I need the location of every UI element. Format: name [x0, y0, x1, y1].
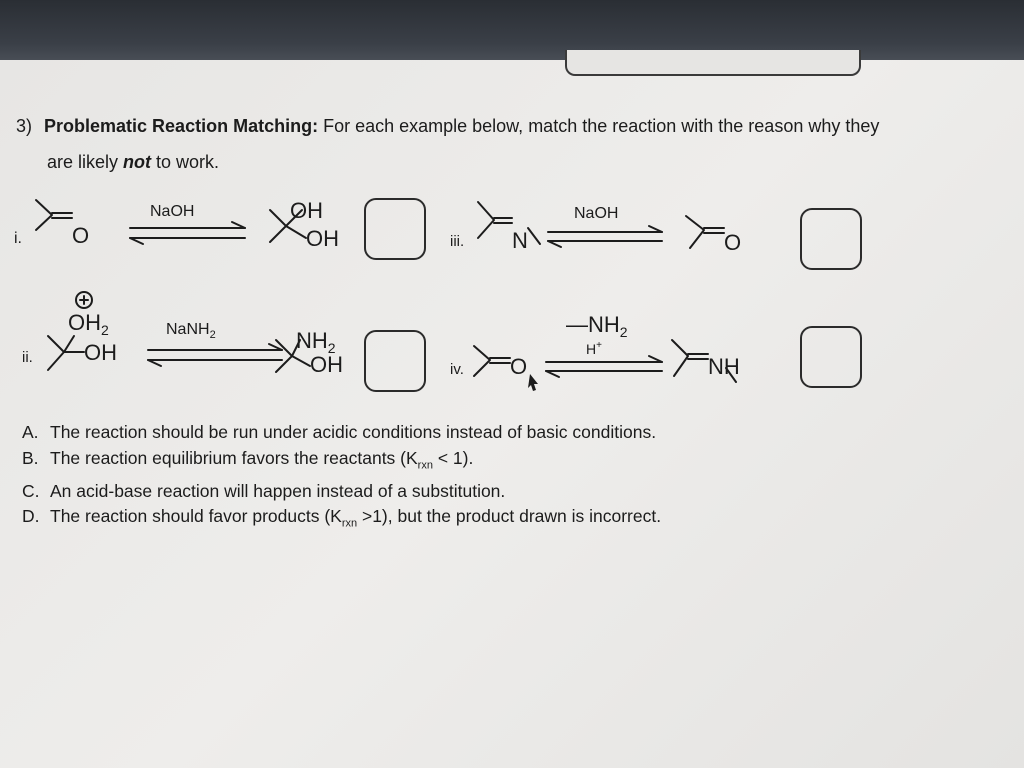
screen-top-bezel: [0, 0, 1024, 62]
question-emphasis-not: not: [123, 152, 152, 172]
option-a-letter: A.: [22, 422, 39, 442]
reaction-ii-reactant-atom-1: [68, 310, 109, 338]
reaction-ii-product-atom-2: OH: [310, 352, 343, 377]
reaction-i-equilibrium-arrow: [130, 222, 245, 244]
reaction-iii-product-atom: O: [724, 230, 742, 255]
question-text-line1: For each example below, match the reaction with the reason why they: [323, 116, 880, 136]
reaction-ii-product-atom-1-text: NH: [296, 328, 328, 353]
reaction-ii-label: ii.: [22, 349, 33, 366]
option-c-text: An acid-base reaction will happen instead of a substitution.: [50, 480, 506, 501]
reaction-iii-equilibrium-arrow: [548, 226, 662, 247]
option-b: [22, 446, 1002, 479]
reaction-iii-reactant-structure: [478, 202, 540, 244]
reaction-ii-reagent-sub: 2: [209, 329, 216, 341]
option-d: [22, 504, 1002, 537]
reaction-iv-reactant-structure: [474, 346, 510, 376]
question-text-line2-start: are likely: [47, 152, 124, 172]
reaction-ii-reagent-text: NaNH: [166, 321, 210, 338]
answer-box-ii[interactable]: [364, 330, 426, 392]
page-tab-outline: [565, 50, 861, 76]
option-b-letter: B.: [22, 447, 39, 468]
answer-box-i[interactable]: [364, 198, 426, 260]
reaction-i-reactant-atom: O: [72, 223, 90, 248]
reaction-iv-reagent-text: —NH: [566, 312, 620, 337]
option-b-subscript: rxn: [417, 459, 433, 471]
question-prompt: [16, 108, 1024, 180]
reaction-ii-reagent: [166, 321, 216, 341]
option-d-subscript: rxn: [341, 517, 358, 530]
reaction-iv-reagent: [566, 312, 628, 340]
reaction-iii-reagent: NaOH: [574, 205, 619, 222]
option-d-text-start: The reaction should favor products (K: [50, 506, 342, 526]
reaction-iv-catalyst-sup: +: [596, 340, 602, 351]
reaction-scheme: [0, 180, 1024, 420]
answer-box-iv[interactable]: [800, 326, 862, 388]
reaction-iv-catalyst: [586, 340, 602, 357]
option-a: [22, 420, 1002, 446]
question-text-line2-end: to work.: [151, 152, 220, 172]
option-d-text-end: >1), but the product drawn is incorrect.: [357, 506, 662, 526]
option-b-text-start: The reaction equilibrium favors the reactants (K: [50, 447, 418, 468]
reaction-i-reactant-structure: [36, 200, 72, 230]
reaction-iv-product-atom: NH: [708, 354, 740, 379]
reaction-i-product-atom-2: OH: [306, 226, 339, 251]
reaction-ii-reactant-atom-1-text: OH: [68, 310, 101, 335]
reaction-iii-product-structure: [686, 216, 724, 248]
reaction-ii-reactant-atom-1-sub: 2: [101, 322, 109, 338]
option-a-text: The reaction should be run under acidic conditions instead of basic conditions.: [50, 422, 657, 442]
answer-options-list: [22, 420, 1002, 537]
reaction-iv-reactant-atom: O: [510, 354, 528, 379]
reaction-iv-catalyst-text: H: [586, 341, 597, 357]
reaction-ii-equilibrium-arrow: [148, 344, 282, 366]
question-number: 3): [16, 116, 33, 136]
reaction-iv-label: iv.: [450, 361, 464, 378]
answer-box-iii[interactable]: [800, 208, 862, 270]
mouse-cursor-icon: [528, 374, 538, 391]
reaction-i-reagent: NaOH: [150, 203, 195, 220]
reaction-iv-equilibrium-arrow: [546, 356, 662, 377]
question-title: Problematic Reaction Matching:: [44, 116, 319, 136]
reaction-iii-label: iii.: [450, 233, 465, 250]
option-d-letter: D.: [22, 506, 40, 526]
option-c: [22, 479, 1002, 505]
reaction-iv-reagent-sub: 2: [619, 324, 628, 340]
option-b-text-end: < 1).: [432, 447, 474, 468]
reaction-ii-reactant-atom-2: OH: [84, 340, 117, 365]
reaction-iii-reactant-atom: N: [512, 228, 528, 253]
reaction-i-label: i.: [14, 230, 22, 247]
reaction-i-product-atom-1: OH: [290, 198, 323, 223]
option-c-letter: C.: [22, 480, 40, 501]
question-text-line2: [16, 144, 1024, 180]
reaction-ii-product-atom-1-sub: 2: [327, 340, 336, 356]
